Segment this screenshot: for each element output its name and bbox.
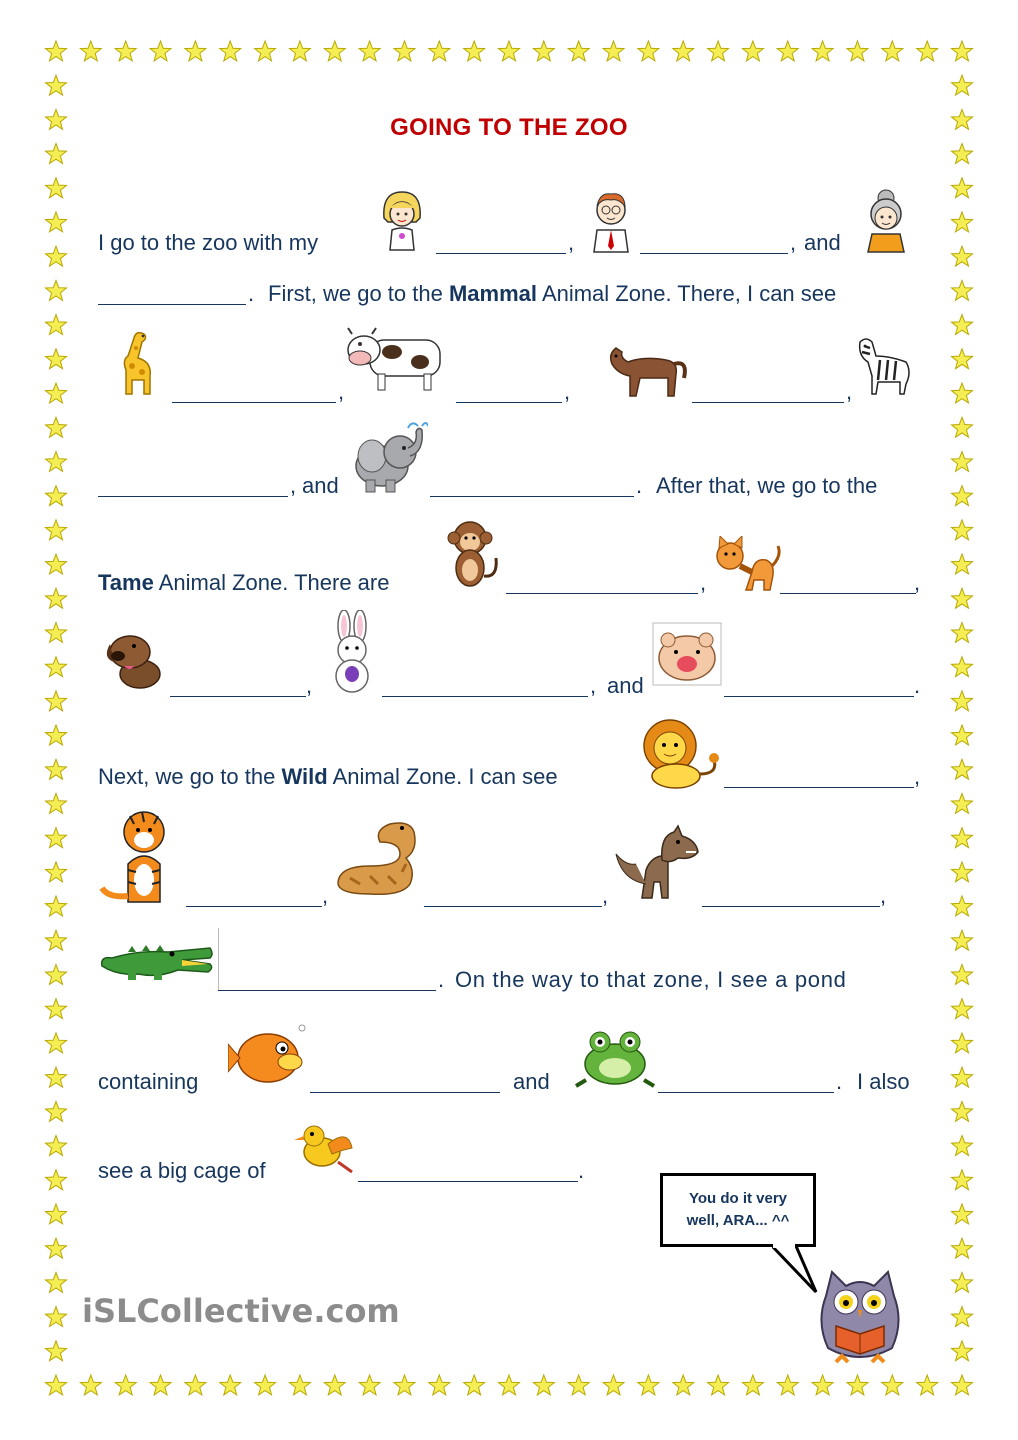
star-icon: [46, 75, 67, 95]
star-icon: [46, 349, 67, 369]
star-icon: [952, 1375, 973, 1395]
star-icon: [46, 212, 67, 232]
star-icon: [46, 1341, 67, 1361]
star-icon: [847, 1375, 868, 1395]
answer-blank[interactable]: [310, 1092, 500, 1093]
star-icon: [220, 1375, 241, 1395]
star-icon: [952, 588, 973, 608]
star-icon: [952, 1170, 973, 1190]
star-icon: [952, 1136, 973, 1156]
star-icon: [673, 1375, 694, 1395]
star-icon: [429, 1375, 450, 1395]
star-icon: [952, 75, 973, 95]
bubble-line: You do it very: [688, 1190, 788, 1207]
star-icon: [359, 41, 380, 61]
answer-blank[interactable]: [692, 402, 844, 403]
watermark: iSLCollective.com: [82, 1292, 400, 1330]
fish-icon: [228, 1018, 308, 1088]
answer-blank[interactable]: [172, 402, 336, 403]
star-icon: [46, 246, 67, 266]
star-icon: [952, 315, 973, 335]
star-icon: [882, 1375, 903, 1395]
star-icon: [812, 1375, 833, 1395]
star-icon: [952, 280, 973, 300]
answer-blank[interactable]: [702, 906, 880, 907]
frog-icon: [572, 1026, 658, 1088]
star-icon: [952, 725, 973, 745]
bubble-line: well, ARA... ^^: [686, 1212, 790, 1229]
cat-icon: [712, 536, 782, 592]
star-icon: [952, 554, 973, 574]
star-icon: [46, 144, 67, 164]
answer-blank[interactable]: [98, 496, 288, 497]
monkey-icon: [436, 518, 504, 590]
star-icon: [952, 691, 973, 711]
star-icon: [185, 41, 206, 61]
zebra-icon: [850, 332, 918, 396]
and-text: and: [804, 230, 841, 255]
star-icon: [952, 896, 973, 916]
star-icon: [952, 417, 973, 437]
star-icon: [777, 41, 798, 61]
answer-blank[interactable]: [436, 253, 566, 254]
star-icon: [952, 1067, 973, 1087]
tiger-icon: [98, 808, 184, 904]
star-icon: [324, 1375, 345, 1395]
man-icon: [586, 186, 636, 254]
star-icon: [394, 41, 415, 61]
star-icon: [394, 1375, 415, 1395]
star-icon: [533, 41, 554, 61]
star-icon: [359, 1375, 380, 1395]
horse-icon: [604, 338, 688, 400]
star-icon: [46, 828, 67, 848]
girl-icon: [378, 188, 426, 254]
star-icon: [812, 41, 833, 61]
star-icon: [46, 794, 67, 814]
star-icon: [464, 41, 485, 61]
star-icon: [499, 41, 520, 61]
bird-icon: [292, 1118, 354, 1176]
star-icon: [952, 486, 973, 506]
star-icon: [638, 1375, 659, 1395]
star-icon: [429, 41, 450, 61]
star-icon: [185, 1375, 206, 1395]
star-icon: [952, 623, 973, 643]
star-icon: [150, 41, 171, 61]
star-icon: [150, 1375, 171, 1395]
star-icon: [952, 759, 973, 779]
star-icon: [603, 1375, 624, 1395]
star-icon: [46, 1136, 67, 1156]
answer-blank[interactable]: [506, 593, 698, 594]
star-icon: [80, 41, 101, 61]
answer-blank[interactable]: [456, 402, 562, 403]
star-icon: [952, 965, 973, 985]
answer-blank[interactable]: [658, 1092, 834, 1093]
star-icon: [46, 623, 67, 643]
star-icon: [290, 1375, 311, 1395]
star-icon: [952, 1033, 973, 1053]
sentence-text: see a big cage of: [98, 1158, 266, 1183]
star-icon: [46, 896, 67, 916]
star-icon: [882, 41, 903, 61]
star-icon: [46, 1101, 67, 1121]
sentence-text: Animal Zone. There, I can see: [541, 281, 837, 306]
star-icon: [464, 1375, 485, 1395]
owl-icon: [812, 1262, 908, 1372]
answer-blank[interactable]: [358, 1181, 578, 1182]
sentence-text: Animal Zone. There are: [158, 570, 390, 595]
star-icon: [46, 965, 67, 985]
star-icon: [952, 178, 973, 198]
answer-blank[interactable]: [424, 906, 602, 907]
star-icon: [917, 1375, 938, 1395]
elephant-icon: [352, 422, 428, 494]
star-icon: [80, 1375, 101, 1395]
star-icon: [952, 452, 973, 472]
answer-blank[interactable]: [640, 253, 788, 254]
star-icon: [46, 520, 67, 540]
giraffe-icon: [112, 326, 158, 396]
zone-wild: Wild: [281, 764, 328, 789]
sentence-text: Next, we go to the: [98, 764, 276, 789]
hamster-icon: [652, 622, 722, 686]
star-icon: [46, 1238, 67, 1258]
zone-tame: Tame: [98, 570, 154, 595]
star-icon: [46, 1067, 67, 1087]
star-icon: [46, 759, 67, 779]
rabbit-icon: [324, 610, 380, 694]
star-icon: [673, 41, 694, 61]
star-icon: [46, 657, 67, 677]
lion-icon: [630, 718, 722, 790]
answer-blank[interactable]: [724, 787, 914, 788]
star-icon: [115, 1375, 136, 1395]
star-icon: [952, 246, 973, 266]
answer-blank[interactable]: [186, 906, 322, 907]
sentence-text: On the way to that zone, I see a pond: [455, 967, 847, 992]
star-icon: [46, 691, 67, 711]
star-icon: [46, 1272, 67, 1292]
and-text: and: [302, 473, 339, 498]
speech-bubble: [660, 1173, 816, 1247]
star-icon: [743, 41, 764, 61]
star-icon: [46, 486, 67, 506]
and-text: and: [513, 1069, 550, 1094]
star-icon: [46, 588, 67, 608]
star-icon: [952, 349, 973, 369]
and-text: and: [607, 673, 644, 698]
page-title: GOING TO THE ZOO: [390, 114, 628, 141]
star-icon: [952, 828, 973, 848]
dog-icon: [100, 628, 170, 690]
sentence-text: containing: [98, 1069, 199, 1094]
star-icon: [952, 657, 973, 677]
snake-icon: [330, 814, 418, 896]
star-icon: [952, 144, 973, 164]
star-icon: [952, 1238, 973, 1258]
star-icon: [952, 383, 973, 403]
star-icon: [46, 417, 67, 437]
star-icon: [847, 41, 868, 61]
answer-blank[interactable]: [382, 696, 588, 697]
cow-icon: [342, 322, 454, 394]
star-icon: [46, 383, 67, 403]
answer-blank[interactable]: [780, 593, 916, 594]
star-icon: [952, 212, 973, 232]
wolf-icon: [612, 824, 702, 900]
star-icon: [708, 1375, 729, 1395]
answer-blank[interactable]: [218, 990, 436, 991]
star-icon: [46, 1033, 67, 1053]
star-icon: [952, 930, 973, 950]
star-icon: [603, 41, 624, 61]
zone-mammal: Mammal: [448, 281, 538, 306]
star-icon: [568, 1375, 589, 1395]
star-icon: [708, 41, 729, 61]
star-icon: [46, 1307, 67, 1327]
star-icon: [46, 554, 67, 574]
star-icon: [952, 1341, 973, 1361]
star-icon: [952, 1101, 973, 1121]
sentence-text: Animal Zone. I can see: [332, 764, 558, 789]
star-icon: [255, 1375, 276, 1395]
star-icon: [743, 1375, 764, 1395]
star-icon: [638, 41, 659, 61]
answer-blank[interactable]: [98, 304, 246, 305]
answer-blank[interactable]: [430, 496, 634, 497]
star-icon: [952, 520, 973, 540]
star-icon: [952, 862, 973, 882]
star-icon: [324, 41, 345, 61]
answer-blank[interactable]: [724, 696, 914, 697]
star-icon: [777, 1375, 798, 1395]
star-icon: [46, 315, 67, 335]
star-icon: [917, 41, 938, 61]
star-icon: [952, 1204, 973, 1224]
star-icon: [46, 725, 67, 745]
star-icon: [46, 280, 67, 300]
sentence-text: I also: [857, 1069, 910, 1094]
star-icon: [46, 452, 67, 472]
star-icon: [568, 41, 589, 61]
star-icon: [220, 41, 241, 61]
star-icon: [46, 1204, 67, 1224]
star-icon: [255, 41, 276, 61]
star-icon: [46, 1170, 67, 1190]
sentence-text: I go to the zoo with my: [98, 230, 319, 255]
star-icon: [46, 862, 67, 882]
star-icon: [952, 1307, 973, 1327]
answer-blank[interactable]: [170, 696, 306, 697]
sentence-text: First, we go to the: [268, 281, 443, 306]
star-icon: [46, 999, 67, 1019]
star-icon: [290, 41, 311, 61]
star-icon: [46, 930, 67, 950]
star-icon: [46, 178, 67, 198]
star-icon: [952, 1272, 973, 1292]
sentence-text: After that, we go to the: [656, 473, 878, 498]
star-icon: [115, 41, 136, 61]
crocodile-icon: [98, 930, 216, 982]
star-icon: [952, 794, 973, 814]
star-icon: [46, 1375, 67, 1395]
star-icon: [46, 41, 67, 61]
star-icon: [952, 999, 973, 1019]
grandma-icon: [860, 186, 912, 254]
star-icon: [533, 1375, 554, 1395]
star-icon: [952, 41, 973, 61]
star-icon: [499, 1375, 520, 1395]
